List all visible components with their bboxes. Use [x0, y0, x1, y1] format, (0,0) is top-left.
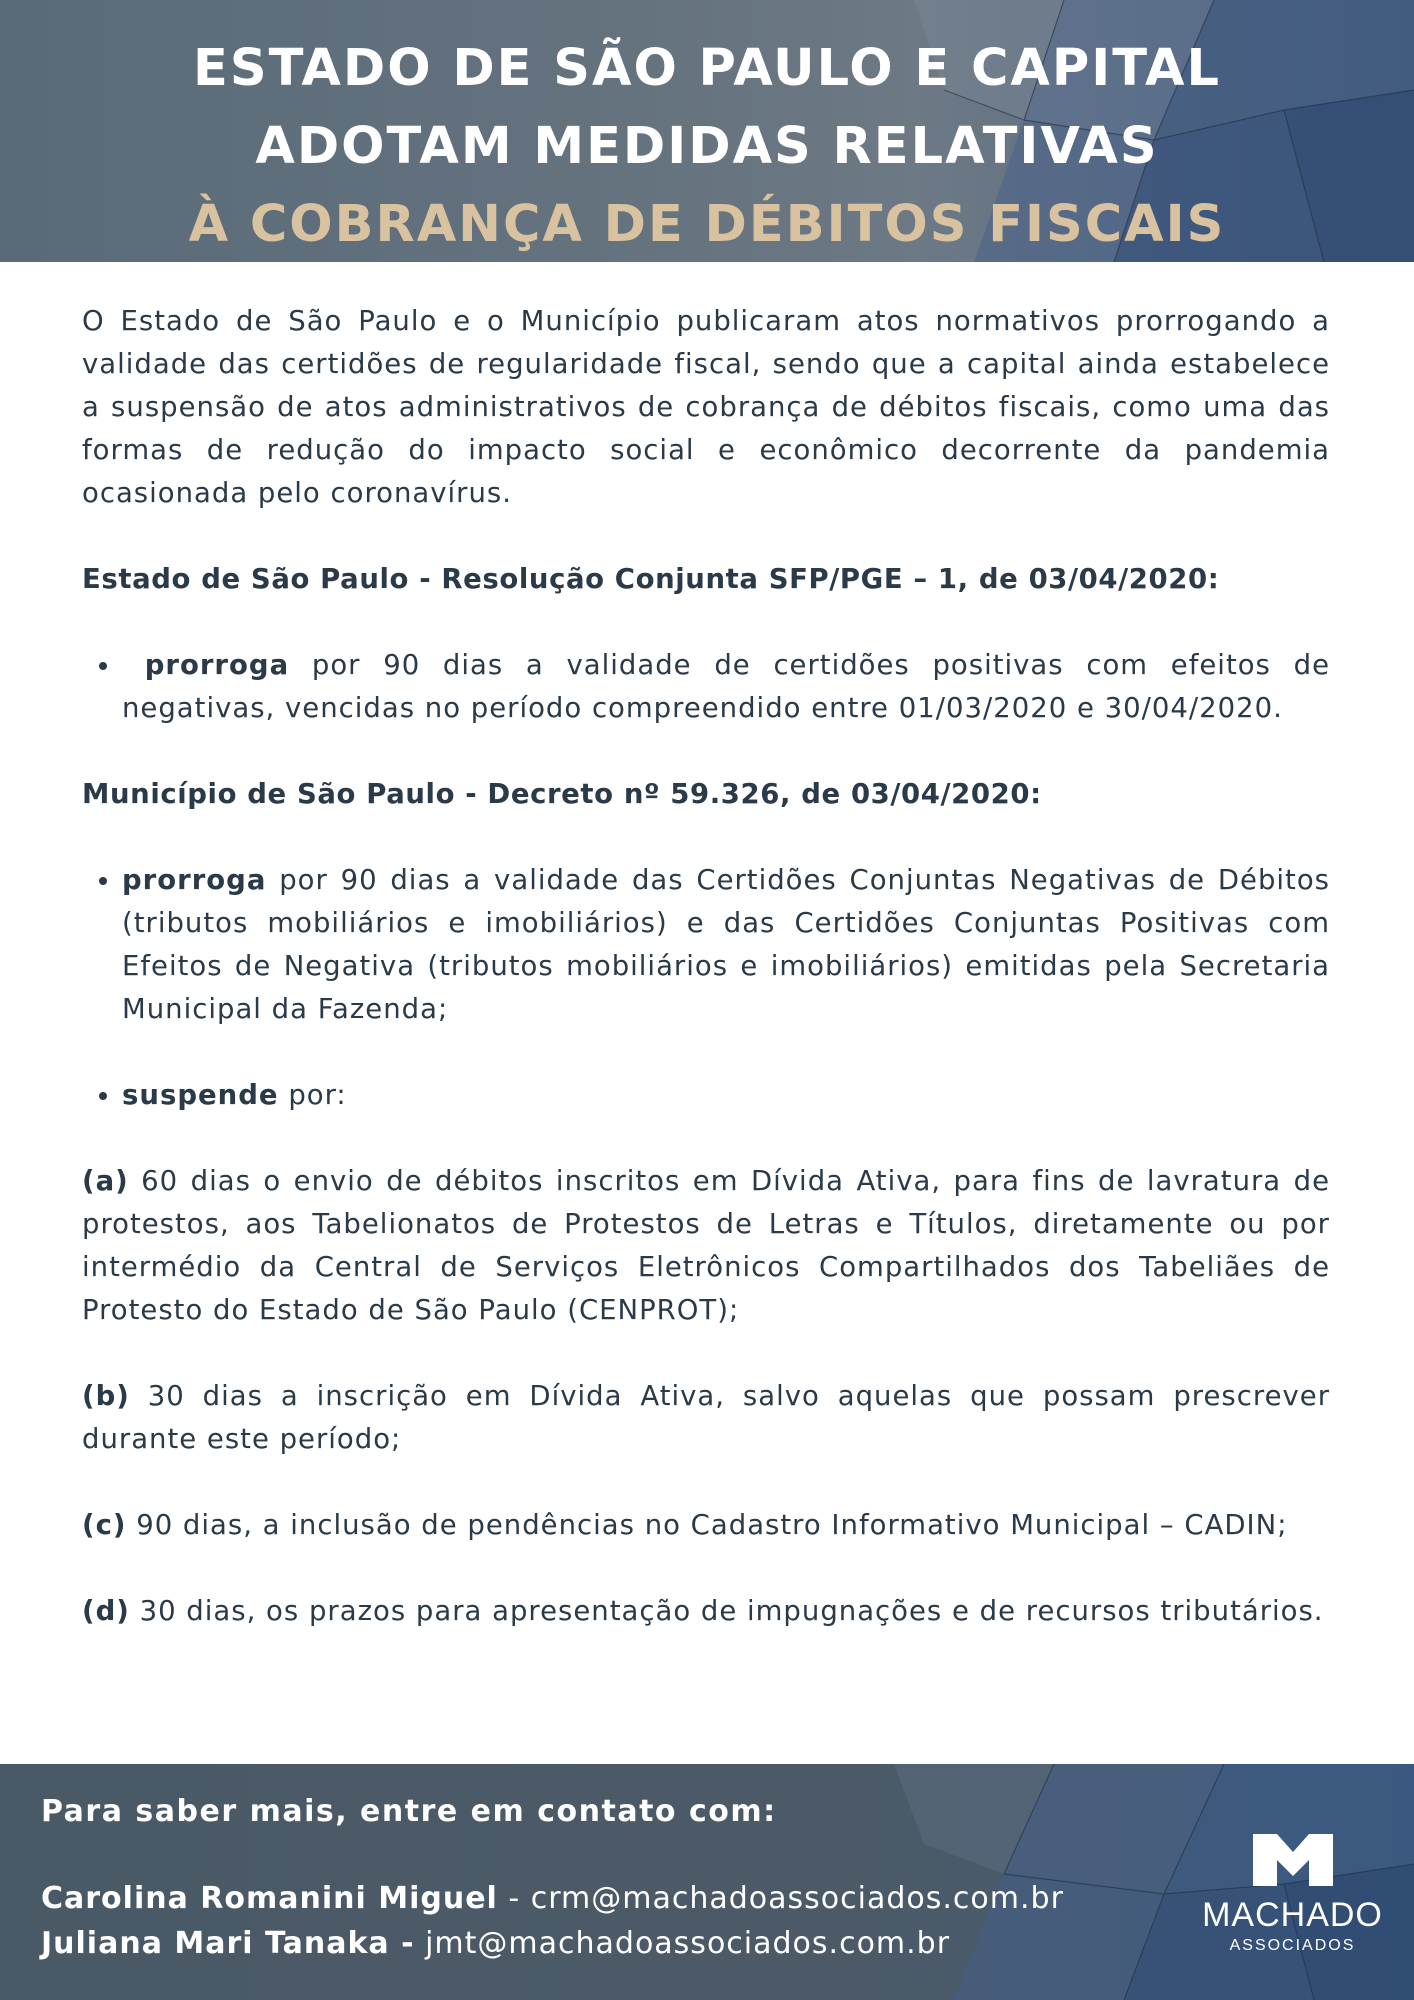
- state-bullet-list: [82, 644, 1330, 730]
- city-section-heading: Município de São Paulo - Decreto nº 59.326, de 03/04/2020:: [82, 778, 1042, 810]
- company-logo: [1200, 1834, 1385, 1955]
- title-line-2: ADOTAM MEDIDAS RELATIVAS: [255, 117, 1159, 176]
- sub-item-text: 30 dias a inscrição em Dívida Ativa, salvo aquelas que possam prescrever durante este período;: [82, 1380, 1330, 1455]
- logo-name: MACHADO: [1202, 1896, 1383, 1934]
- list-item: [122, 644, 1330, 730]
- footer-contact-banner: [0, 1764, 1414, 2000]
- contact-separator: -: [497, 1881, 531, 1916]
- contact-name: Juliana Mari Tanaka -: [41, 1926, 415, 1961]
- list-item: [122, 859, 1330, 1031]
- bullet-text: por:: [278, 1079, 347, 1111]
- bullet-keyword: prorroga: [122, 864, 267, 896]
- contact-line-1: [41, 1881, 1064, 1916]
- contact-email-link[interactable]: jmt@machadoassociados.com.br: [425, 1926, 951, 1961]
- bullet-text: por 90 dias a validade de certidões positivas com efeitos de negativas, vencidas no período compreendido entre 01/03/2020 e 30/04/2020.: [122, 649, 1330, 724]
- contact-separator: [415, 1926, 426, 1961]
- contact-name: Carolina Romanini Miguel: [41, 1881, 498, 1916]
- city-bullet-list-1: [82, 859, 1330, 1031]
- intro-paragraph: O Estado de São Paulo e o Município publicaram atos normativos prorrogando a validade das certidões de regularidade fiscal, sendo que a capital ainda estabelece a suspensão de atos administrativos de cobrança de débitos fiscais, como uma das formas de redução do impacto social e econômico decorrente da pandemia ocasionada pelo coronavírus.: [82, 305, 1330, 509]
- logo-subtitle: ASSOCIADOS: [1229, 1937, 1356, 1954]
- logo-mark-icon: [1253, 1834, 1333, 1886]
- city-bullet-list-2: [82, 1074, 1330, 1117]
- bullet-keyword: prorroga: [144, 649, 290, 681]
- page-title: [0, 30, 1414, 262]
- sub-item-text: 90 dias, a inclusão de pendências no Cadastro Informativo Municipal – CADIN;: [126, 1509, 1288, 1541]
- title-line-3: À COBRANÇA DE DÉBITOS FISCAIS: [188, 195, 1226, 254]
- sub-item-label: (d): [82, 1595, 130, 1627]
- sub-item-text: 60 dias o envio de débitos inscritos em Dívida Ativa, para fins de lavratura de protestos, aos Tabelionatos de Protestos de Letras e Títulos, diretamente ou por intermédio da Central de Serviços Eletrônicos Compartilhados dos Tabeliães de Protesto do Estado de São Paulo (CENPROT);: [82, 1165, 1330, 1326]
- list-item: [122, 1074, 1330, 1117]
- contact-heading: Para saber mais, entre em contato com:: [41, 1794, 777, 1829]
- title-line-1: ESTADO DE SÃO PAULO E CAPITAL: [193, 39, 1221, 98]
- sub-item-label: (b): [82, 1380, 130, 1412]
- contact-line-2: [41, 1926, 950, 1961]
- sub-item-b: [82, 1375, 1330, 1461]
- state-section-heading: Estado de São Paulo - Resolução Conjunta SFP/PGE – 1, de 03/04/2020:: [82, 563, 1220, 595]
- article-body: [82, 300, 1330, 1676]
- header-banner: [0, 0, 1414, 262]
- contact-email-link[interactable]: crm@machadoassociados.com.br: [530, 1881, 1064, 1916]
- sub-item-label: (a): [82, 1165, 129, 1197]
- sub-item-label: (c): [82, 1509, 127, 1541]
- sub-item-d: [82, 1590, 1330, 1633]
- bullet-keyword: suspende: [122, 1079, 279, 1111]
- bullet-text: por 90 dias a validade das Certidões Conjuntas Negativas de Débitos (tributos mobiliários e imobiliários) e das Certidões Conjuntas Positivas com Efeitos de Negativa (tributos mobiliários e imobiliários) emitidas pela Secretaria Municipal da Fazenda;: [122, 864, 1330, 1025]
- sub-item-c: [82, 1504, 1330, 1547]
- sub-item-a: [82, 1160, 1330, 1332]
- sub-item-text: 30 dias, os prazos para apresentação de impugnações e de recursos tributários.: [129, 1595, 1324, 1627]
